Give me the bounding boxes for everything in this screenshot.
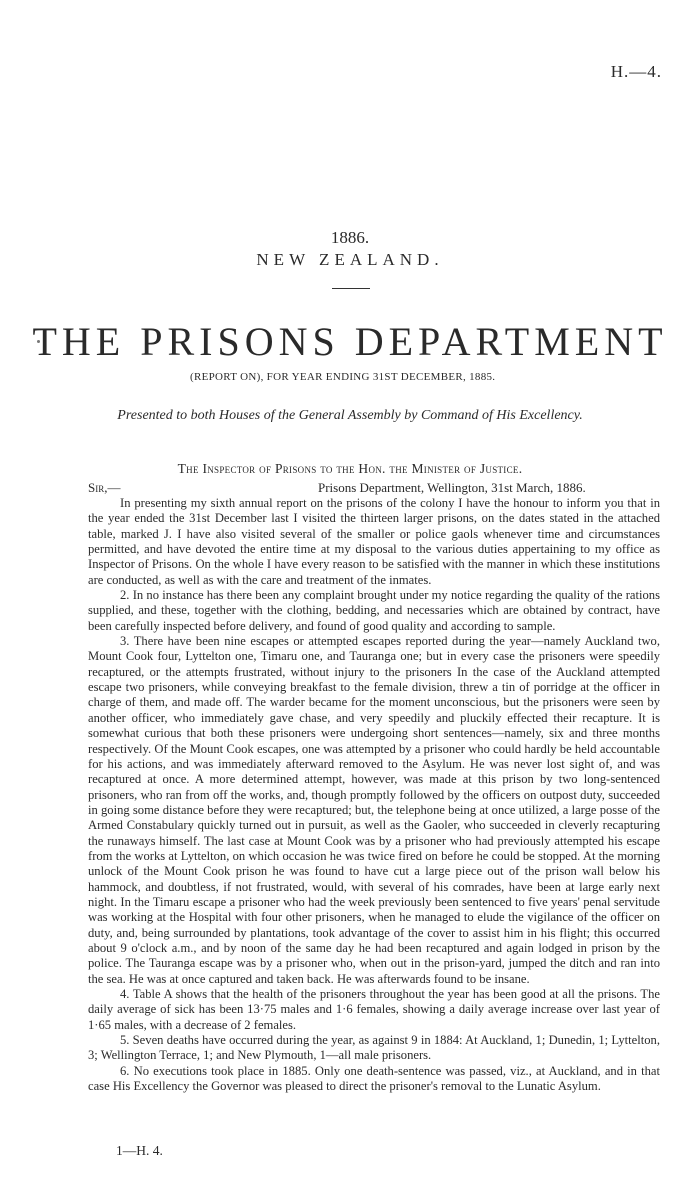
salutation: Sir,— — [88, 480, 121, 495]
report-year: 1886. — [330, 228, 370, 247]
document-title: THE PRISONS DEPARTMENT — [32, 319, 668, 364]
document-subtitle: (REPORT ON), FOR YEAR ENDING 31ST DECEMBER, 1885. — [190, 371, 496, 383]
title-rule — [332, 288, 370, 289]
letter-body — [88, 496, 660, 1094]
presented-line: Presented to both Houses of the General Assembly by Command of His Excellency. — [117, 408, 583, 423]
paragraph: 2. In no instance has there been any complaint brought under my notice regarding the quality of the rations supplied, and these, together with the clothing, bedding, and necessaries which are obtained by contract, have been carefully inspected before delivery, and found of good quality and according to sample. — [88, 588, 660, 633]
signature-mark: 1—H. 4. — [116, 1143, 163, 1158]
country-name: NEW ZEALAND. — [256, 250, 444, 269]
letter-heading: The Inspector of Prisons to the Hon. the Minister of Justice. — [177, 461, 523, 476]
paragraph: 5. Seven deaths have occurred during the year, as against 9 in 1884: At Auckland, 1; Dunedin, 1; Lyttelton, 3; Wellington Terrace, 1; and New Plymouth, 1—all male prisoners. — [88, 1033, 660, 1063]
paragraph: 6. No executions took place in 1885. Only one death-sentence was passed, viz., at Auckland, and in that case His Excellency the Governor was pleased to direct the prisoner's removal to the Lunatic Asylum. — [88, 1063, 660, 1094]
paragraph: 4. Table A shows that the health of the prisoners throughout the year has been good at all the prisons. The daily average of sick has been 13·75 males and 1·6 females, showing a daily average increase over last year of 1·65 males, with a decrease of 2 females. — [88, 987, 660, 1032]
paragraph: 3. There have been nine escapes or attempted escapes reported during the year—namely Auckland two, Mount Cook four, Lyttelton one, Timaru one, and Tauranga one; but in every case the prisoners were speedily recaptured, or the attempts frustrated, without injury to the prisoners In the case of the Auckland attempted escape two prisoners, while conveying breakfast to the female division, threw a tin of porridge at the officer in charge of them, and made off. The warder became for the moment unconscious, but the prisoners were seen by another officer, who immediately gave chase, and very speedily and pluckily effected their recapture. It is somewhat curious that both these prisoners were undergoing short sentences—namely, six and three months respectively. Of the Mount Cook escapes, one was attempted by a prisoner who could hardly be held accountable for his actions, and was immediately afterward removed to the Asylum. He was never lost sight of, and was recaptured at once. A more determined attempt, however, was made at this prison by two long-sentenced prisoners, who ran from off the works, and, though promptly followed by the officers on outpost duty, succeeded in going some distance before they were recaptured; but, the telephone being at once utilized, a large posse of the Armed Constabulary quickly turned out in pursuit, as well as the Gaoler, who succeeded in cleverly recapturing the runaways himself. The last case at Mount Cook was by a prisoner who had previously attempted his escape from the works at Lyttelton, on which occasion he was twice fired on before he could be stopped. At the morning unlock of the Mount Cook prison he was found to have cut a large piece out of the prison wall below his hammock, and doubtless, if not frustrated, would, with several of his comrades, have been at large early next night. In the Timaru escape a prisoner who had the week previously been sentenced to five years' penal servitude was working at the Hospital with four other prisoners, when he managed to elude the vigilance of the officer on duty, and, being surrounded by plantations, took advantage of the cover to assist him in his flight; this occurred about 9 o'clock a.m., and by noon of the same day he had been recaptured and again lodged in prison by the police. The Tauranga escape was by a prisoner who, when out in the prison-yard, jumped the ditch and ran into the sea. He was at once captured and taken back. He was afterwards found to be insane. — [88, 634, 660, 986]
paragraph: In presenting my sixth annual report on the prisons of the colony I have the honour to inform you that in the year ended the 31st December last I visited the thirteen larger prisons, on the dates stated in the attached table, marked J. I have also visited several of the smaller or police gaols whenever time and circumstances permitted, and have devoted the entire time at my disposal to the various duties appertaining to my office as Inspector of Prisons. On the whole I have every reason to be satisfied with the manner in which these institutions are conducted, as well as with the care and treatment of the inmates. — [88, 496, 660, 587]
dateline: Prisons Department, Wellington, 31st March, 1886. — [318, 480, 586, 495]
page-reference: H.—4. — [610, 62, 662, 81]
